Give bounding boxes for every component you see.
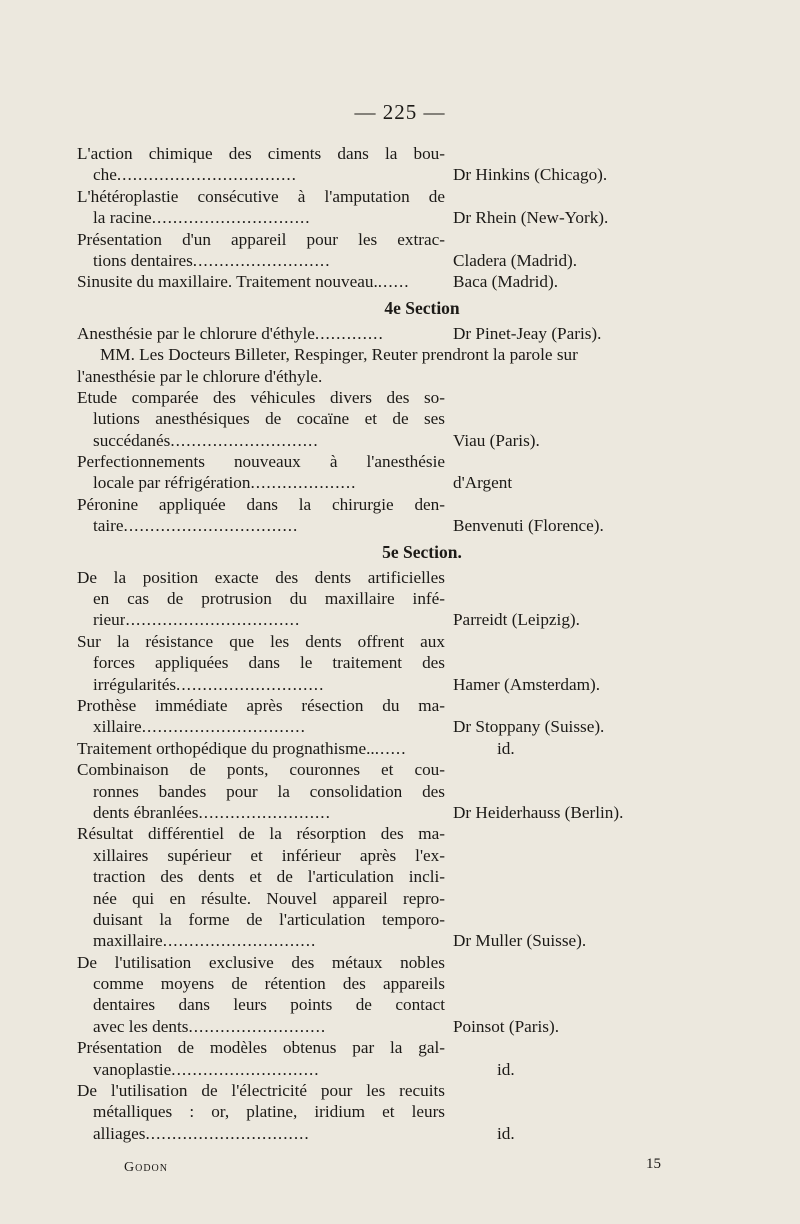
section-5-title: 5e Section. [382,541,462,562]
entry-line [77,802,717,823]
entry-title-text: che [93,165,117,185]
entry-line [77,866,717,887]
entry-author: Viau (Paris). [453,430,540,450]
note-line: MM. Les Docteurs Billeter, Respinger, Reuter prendront la parole sur [100,345,578,365]
section-4-first [77,323,717,344]
entry-title-text: L'hétéroplastie consécutive à l'amputation de [77,186,445,206]
entry-author: Baca (Madrid). [453,272,558,292]
entry-line [77,143,717,164]
entry-title-text: xillaires supérieur et inférieur après l'ex- [93,845,445,865]
entry-line [77,323,717,344]
entry-line [77,1123,717,1144]
program-entry [77,143,717,186]
leader-dots: .................... [250,473,357,493]
entry-line [77,781,717,802]
program-entry [77,323,717,344]
entry-line [77,567,717,588]
entry-author: Dr Heiderhauss (Berlin). [453,802,624,822]
entry-line [77,823,717,844]
entry-line [77,430,717,451]
entry-line [77,738,717,759]
program-entry [77,952,717,1038]
program-entry [77,738,717,759]
program-entry [77,567,717,631]
entry-line [77,451,717,472]
entry-line [77,952,717,973]
entry-line [77,494,717,515]
entry-title-text: succédanés [93,430,171,450]
entry-title-text: Combinaison de ponts, couronnes et cou- [77,760,445,780]
footer-signature: Godon [124,1160,168,1175]
program-entry [77,387,717,451]
entry-line [77,186,717,207]
entry-author: Benvenuti (Florence). [453,516,604,536]
leader-dots: ......................... [198,802,331,822]
entry-title-text: Prothèse immédiate après résection du ma- [77,695,445,715]
entry-line [77,472,717,493]
entry-title-text: en cas de protrusion du maxillaire infé- [93,589,445,609]
leader-dots: ...... [377,272,410,292]
entry-title-text: rieur [93,610,126,630]
entry-title-text: née qui en résulte. Nouvel appareil repro- [93,888,445,908]
entry-title-text: forces appliquées dans le traitement des [93,653,445,673]
entry-line [77,229,717,250]
entry-line [77,1037,717,1058]
entry-line [77,888,717,909]
entry-title-text: ronnes bandes pour la consolidation des [93,781,445,801]
entry-title-text: dents ébranlées [93,802,199,822]
entry-title-text: Présentation d'un appareil pour les extrac- [77,229,445,249]
entry-line [77,1101,717,1122]
entry-title-text: traction des dents et de l'articulation incli- [93,867,445,887]
entry-title-text: De l'utilisation de l'électricité pour les recuits [77,1081,445,1101]
footer-sheet-number: 15 [646,1156,661,1172]
entry-title-text: avec les dents [93,1016,189,1036]
entry-author: Parreidt (Leipzig). [453,610,580,630]
entry-line [77,759,717,780]
note-line: l'anesthésie par le chlorure d'éthyle. [77,366,323,386]
entry-line [77,387,717,408]
entry-author: Hamer (Amsterdam). [453,674,600,694]
entry-line [77,845,717,866]
entry-line [77,1059,717,1080]
entry-line [77,994,717,1015]
entry-line [77,1080,717,1101]
entry-line [77,271,717,292]
entry-title-text: Traitement orthopédique du prognathisme.. [77,738,375,758]
leader-dots: ............................... [141,717,306,737]
entry-title-text: alliages [93,1123,146,1143]
entry-title-text: métalliques : or, platine, iridium et leurs [93,1102,445,1122]
leader-dots: ............................. [162,931,317,951]
entry-title-text: irrégularités [93,674,177,694]
entry-author: id. [497,738,515,758]
leader-dots: .......................... [188,1016,327,1036]
entry-title-text: locale par réfrigération [93,473,251,493]
entry-line [77,1016,717,1037]
entry-title-text: Sinusite du maxillaire. Traitement nouveau. [77,272,378,292]
entry-title-text: Péronine appliquée dans la chirurgie den- [77,494,445,514]
entry-line [77,515,717,536]
program-entry [77,631,717,695]
program-list [77,143,717,1144]
entry-title-text: comme moyens de rétention des appareils [93,974,445,994]
entry-author: Poinsot (Paris). [453,1016,559,1036]
program-entry [77,451,717,494]
leader-dots: ............................... [145,1123,310,1143]
entry-author: Dr Stoppany (Suisse). [453,717,605,737]
program-entry [77,759,717,823]
leader-dots: ............................ [170,430,319,450]
entry-author: id. [497,1059,515,1079]
entry-line [77,695,717,716]
section-5-entries [77,567,717,1145]
program-entry [77,186,717,229]
leader-dots: .............................. [151,208,311,228]
entry-title-text: Résultat différentiel de la résorption des ma- [77,824,445,844]
entry-line [77,973,717,994]
leader-dots: ................................. [125,610,301,630]
entry-title-text: L'action chimique des ciments dans la bou- [77,144,445,163]
entry-line [77,674,717,695]
entry-line [77,652,717,673]
leader-dots: ...... [374,738,407,758]
entry-author: id. [497,1123,515,1143]
entry-author: Cladera (Madrid). [453,250,578,270]
entry-title-text: Anesthésie par le chlorure d'éthyle [77,323,315,343]
entry-line [77,609,717,630]
entry-title-text: duisant la forme de l'articulation temporo- [93,909,445,929]
entry-title-text: Etude comparée des véhicules divers des so- [77,387,445,407]
entry-line [77,250,717,271]
program-entry [77,271,717,292]
leader-dots: ............................ [171,1059,320,1079]
entry-title-text: lutions anesthésiques de cocaïne et de ses [93,409,445,429]
entry-line [77,207,717,228]
section-4-title: 4e Section [384,297,460,318]
program-entry [77,823,717,951]
leader-dots: ............. [314,323,384,343]
entries-top [77,143,717,293]
section-4-entries [77,387,717,537]
entry-author: Dr Muller (Suisse). [453,931,587,951]
entry-author: Dr Rhein (New-York). [453,208,609,228]
entry-author: Dr Pinet-Jeay (Paris). [453,323,602,343]
program-entry [77,1080,717,1144]
entry-title-text: De l'utilisation exclusive des métaux nobles [77,952,445,972]
entry-title-text: Perfectionnements nouveaux à l'anesthésie [77,452,445,472]
leader-dots: ................................. [123,516,299,536]
entry-title-text: tions dentaires [93,250,193,270]
entry-line [77,631,717,652]
entry-line [77,716,717,737]
program-entry [77,229,717,272]
program-entry [77,1037,717,1080]
entry-line [77,164,717,185]
entry-title-text: taire [93,516,124,536]
leader-dots: ............................ [176,674,325,694]
entry-line [77,909,717,930]
leader-dots: .......................... [192,250,331,270]
entry-title-text: Sur la résistance que les dents offrent aux [77,631,445,651]
entry-line [77,588,717,609]
entry-title-text: la racine [93,208,152,228]
program-entry [77,494,717,537]
leader-dots: .................................. [116,165,297,185]
entry-line [77,930,717,951]
page-number: — 225 — [354,100,446,124]
entry-title-text: dentaires dans leurs points de contact [93,995,445,1015]
entry-title-text: Présentation de modèles obtenus par la gal- [77,1038,445,1058]
section-4-note [77,344,717,387]
entry-title-text: xillaire [93,717,142,737]
entry-author: Dr Hinkins (Chicago). [453,165,608,185]
entry-author: d'Argent [453,473,513,493]
entry-title-text: De la position exacte des dents artificielles [77,567,445,587]
entry-line [77,408,717,429]
entry-title-text: vanoplastie [93,1059,172,1079]
program-entry [77,695,717,738]
entry-title-text: maxillaire [93,931,163,951]
